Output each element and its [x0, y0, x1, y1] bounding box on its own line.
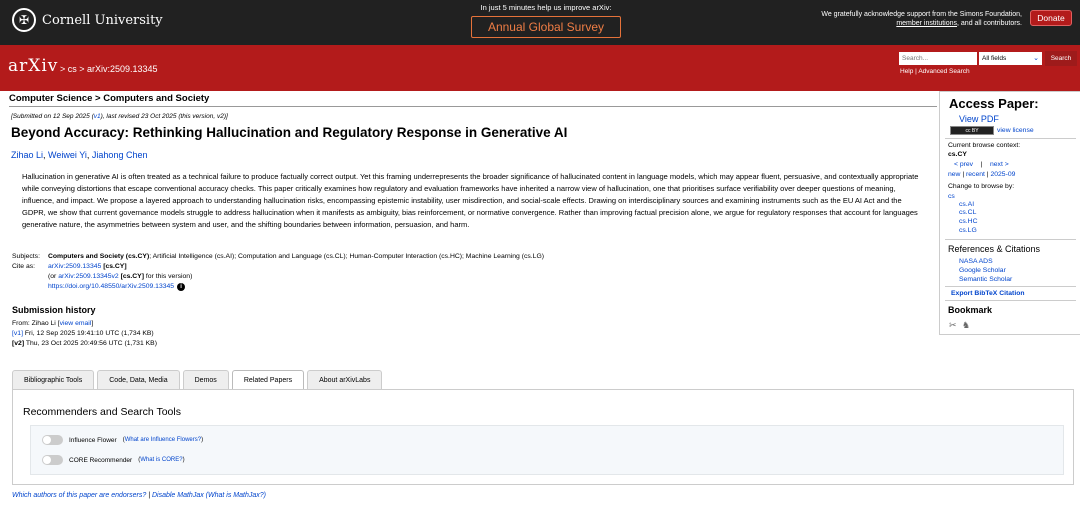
browse-context-label: Current browse context:	[948, 142, 1021, 149]
bookmark-title: Bookmark	[948, 305, 993, 315]
author-link[interactable]: Jiahong Chen	[91, 150, 148, 160]
separator: |	[962, 171, 965, 178]
cite-label: Cite as:	[12, 263, 36, 270]
browse-cs-link[interactable]: cs	[948, 193, 955, 200]
help-links	[900, 68, 970, 75]
open-paren: (	[138, 457, 141, 463]
license-row	[950, 126, 1034, 135]
open-paren: (	[122, 437, 125, 443]
tab-panel	[12, 389, 1074, 485]
divider	[9, 106, 937, 107]
ack-line1: We gratefully acknowledge support from the Simons Foundation,	[821, 11, 1022, 18]
divider	[945, 300, 1076, 301]
cite-or-suffix: for this version)	[143, 273, 193, 280]
search-button[interactable]: Search	[1045, 51, 1077, 66]
v1-date: Fri, 12 Sep 2025 19:41:10 UTC (1,734 KB)	[22, 330, 154, 337]
close-paren: )	[201, 437, 204, 443]
tab-bar	[12, 370, 382, 389]
new-recent-row	[948, 170, 1015, 179]
cite-tag: [cs.CY]	[103, 263, 127, 270]
v2-label: [v2]	[12, 340, 25, 347]
divider	[945, 286, 1076, 287]
tab-about-arxivlabs[interactable]: About arXivLabs	[307, 370, 382, 389]
submission-history	[12, 319, 157, 349]
prev-link[interactable]: < prev	[954, 161, 974, 168]
tab-related-papers[interactable]: Related Papers	[232, 370, 304, 390]
export-bibtex-link[interactable]: Export BibTeX Citation	[951, 290, 1025, 297]
tab-code-data-media[interactable]: Code, Data, Media	[97, 370, 179, 389]
category-header: Computer Science > Computers and Society	[9, 93, 210, 104]
survey-button[interactable]: Annual Global Survey	[471, 16, 621, 38]
bookmark-icons	[949, 320, 972, 330]
v2-date: Thu, 23 Oct 2025 20:49:56 UTC (1,731 KB)	[24, 340, 157, 347]
new-link[interactable]: new	[948, 171, 961, 178]
survey-prompt: In just 5 minutes help us improve arXiv:	[480, 3, 612, 12]
bibsonomy-icon[interactable]: ✂	[949, 320, 957, 330]
change-browse-label: Change to browse by:	[948, 183, 1015, 190]
info-icon[interactable]: i	[177, 283, 185, 291]
author-link[interactable]: Zihao Li	[11, 150, 44, 160]
search-field-select[interactable]	[979, 52, 1042, 65]
influence-flower-label: Influence Flower	[69, 436, 117, 444]
core-recommender-help	[138, 457, 184, 463]
core-recommender-label: CORE Recommender	[69, 456, 133, 464]
search-field-value: All fields	[982, 55, 1007, 62]
access-sidebar	[939, 91, 1080, 335]
browse-cs-ai-link[interactable]: cs.AI	[959, 201, 975, 208]
influence-flower-help-link[interactable]: What are Influence Flowers?	[124, 437, 202, 443]
date-link[interactable]: 2025-09	[990, 171, 1016, 178]
core-recommender-row	[42, 455, 185, 465]
other-subjects: ; Artificial Intelligence (cs.AI); Computation and Language (cs.CL); Human-Computer Interaction (cs.HC); Machine Learning (cs.LG)	[149, 253, 545, 260]
prev-next-separator: |	[980, 161, 983, 168]
browse-context-value: cs.CY	[948, 151, 967, 158]
cite-version-link[interactable]: arXiv:2509.13345v2	[58, 273, 119, 280]
acknowledgement	[792, 10, 1022, 28]
from-prefix: From: Zihao Li [	[12, 320, 60, 327]
view-pdf-link[interactable]: View PDF	[959, 114, 999, 124]
cite-version-row	[12, 272, 544, 282]
influence-flower-row	[42, 435, 203, 445]
influence-flower-toggle[interactable]	[42, 435, 63, 445]
close-paren: )	[182, 457, 185, 463]
advanced-search-link[interactable]: Advanced Search	[918, 68, 970, 75]
prev-next-row	[954, 160, 1009, 169]
paper-metadata	[12, 252, 544, 292]
nasa-ads-link[interactable]: NASA ADS	[959, 258, 993, 265]
footer-separator: |	[146, 492, 152, 499]
core-recommender-toggle[interactable]	[42, 455, 63, 465]
cc-by-badge-icon[interactable]: cc BY	[950, 126, 994, 135]
donate-button[interactable]: Donate	[1030, 10, 1072, 26]
influence-flower-help	[123, 437, 203, 443]
next-link[interactable]: next >	[989, 161, 1009, 168]
top-bar	[0, 0, 1080, 45]
mathjax-help-link[interactable]: (What is MathJax?)	[205, 492, 266, 499]
divider	[945, 138, 1076, 139]
submitted-prefix: [Submitted on 12 Sep 2025 (	[11, 113, 94, 120]
core-recommender-help-link[interactable]: What is CORE?	[140, 457, 183, 463]
cite-row	[12, 262, 544, 272]
ack-line2: , and all contributors.	[957, 20, 1022, 27]
main-content	[9, 91, 937, 231]
member-institutions-link[interactable]: member institutions	[896, 20, 958, 27]
cite-id-link[interactable]: arXiv:2509.13345	[48, 263, 102, 270]
submitted-suffix: ), last revised 23 Oct 2025 (this version, v2)]	[100, 113, 228, 120]
abstract: Hallucination in generative AI is often treated as a technical failure to produce factually correct output. Yet this framing underrepresents the broader significance of hallucinated content in language models, which may appear fluent, persuasive, and contextually appropriate while conveying distortions that escape conventional accuracy checks. This paper critically examines how regulatory and evaluation frameworks have inherited a narrow view of hallucination, one that prioritises surface verifiability over deeper questions of meaning, influence, and impact. We propose a layered approach to understanding hallucination risks, encompassing epistemic instability, user misdirection, and social-scale effects. Drawing on interdisciplinary sources and examining instruments such as the EU AI Act and the GDPR, we show that current governance models struggle to address hallucination when it manifests as ambiguity, bias reinforcement, or normative convergence. Rather than improving factual precision alone, we argue for regulatory responses that account for languages generative nature, the asymmetries between system and user, and the shifting boundaries between information, persuasion, and harm.	[22, 172, 919, 229]
access-paper-title: Access Paper:	[949, 96, 1039, 111]
reddit-icon[interactable]: ♞	[962, 320, 971, 330]
arxiv-logo[interactable]: arXiv	[8, 56, 59, 76]
author-link[interactable]: Weiwei Yi	[48, 150, 87, 160]
semantic-scholar-link[interactable]: Semantic Scholar	[959, 276, 1013, 283]
submission-date	[11, 113, 937, 120]
tab-demos[interactable]: Demos	[183, 370, 229, 389]
view-license-link[interactable]: view license	[997, 127, 1034, 134]
chevron-down-icon: ⌄	[1033, 55, 1039, 62]
v1-link[interactable]: [v1]	[12, 330, 23, 337]
doi-link[interactable]: https://doi.org/10.48550/arXiv.2509.13345	[48, 283, 175, 290]
recent-link[interactable]: recent	[966, 171, 985, 178]
divider	[945, 239, 1076, 240]
search-input[interactable]	[899, 52, 977, 65]
paper-title: Beyond Accuracy: Rethinking Hallucination and Regulatory Response in Generative AI	[11, 125, 568, 140]
tab-bibliographic-tools[interactable]: Bibliographic Tools	[12, 370, 94, 389]
browse-cs-cl-link[interactable]: cs.CL	[959, 209, 977, 216]
submission-history-title: Submission history	[12, 305, 96, 315]
cornell-seal-icon: ✠	[12, 8, 36, 32]
recommender-list	[30, 425, 1064, 475]
cite-or-prefix: (or	[48, 273, 59, 280]
view-email-link[interactable]: view email	[59, 320, 92, 327]
primary-subject: Computers and Society (cs.CY)	[48, 253, 150, 260]
references-title: References & Citations	[948, 244, 1041, 254]
breadcrumb[interactable]: > cs > arXiv:2509.13345	[60, 64, 158, 74]
browse-cs-lg-link[interactable]: cs.LG	[959, 227, 977, 234]
separator: |	[986, 171, 989, 178]
from-suffix: ]	[91, 320, 94, 327]
cornell-name: Cornell University	[42, 12, 163, 28]
endorsers-link[interactable]: Which authors of this paper are endorsers?	[12, 492, 147, 499]
authors: Zihao Li, Weiwei Yi, Jiahong Chen	[11, 150, 148, 160]
disable-mathjax-link[interactable]: Disable MathJax	[151, 492, 204, 499]
from-row	[12, 319, 157, 329]
doi-row	[12, 282, 544, 292]
version-row	[12, 339, 157, 349]
subjects-label: Subjects:	[12, 253, 40, 260]
footer-links	[12, 492, 266, 499]
v1-link[interactable]: v1	[93, 113, 101, 120]
version-row	[12, 329, 157, 339]
panel-title: Recommenders and Search Tools	[23, 406, 181, 418]
cite-version-tag: [cs.CY]	[120, 273, 144, 280]
google-scholar-link[interactable]: Google Scholar	[959, 267, 1006, 274]
subjects-row	[12, 252, 544, 262]
help-separator: |	[913, 68, 919, 75]
browse-cs-hc-link[interactable]: cs.HC	[959, 218, 978, 225]
help-link[interactable]: Help	[900, 68, 914, 75]
